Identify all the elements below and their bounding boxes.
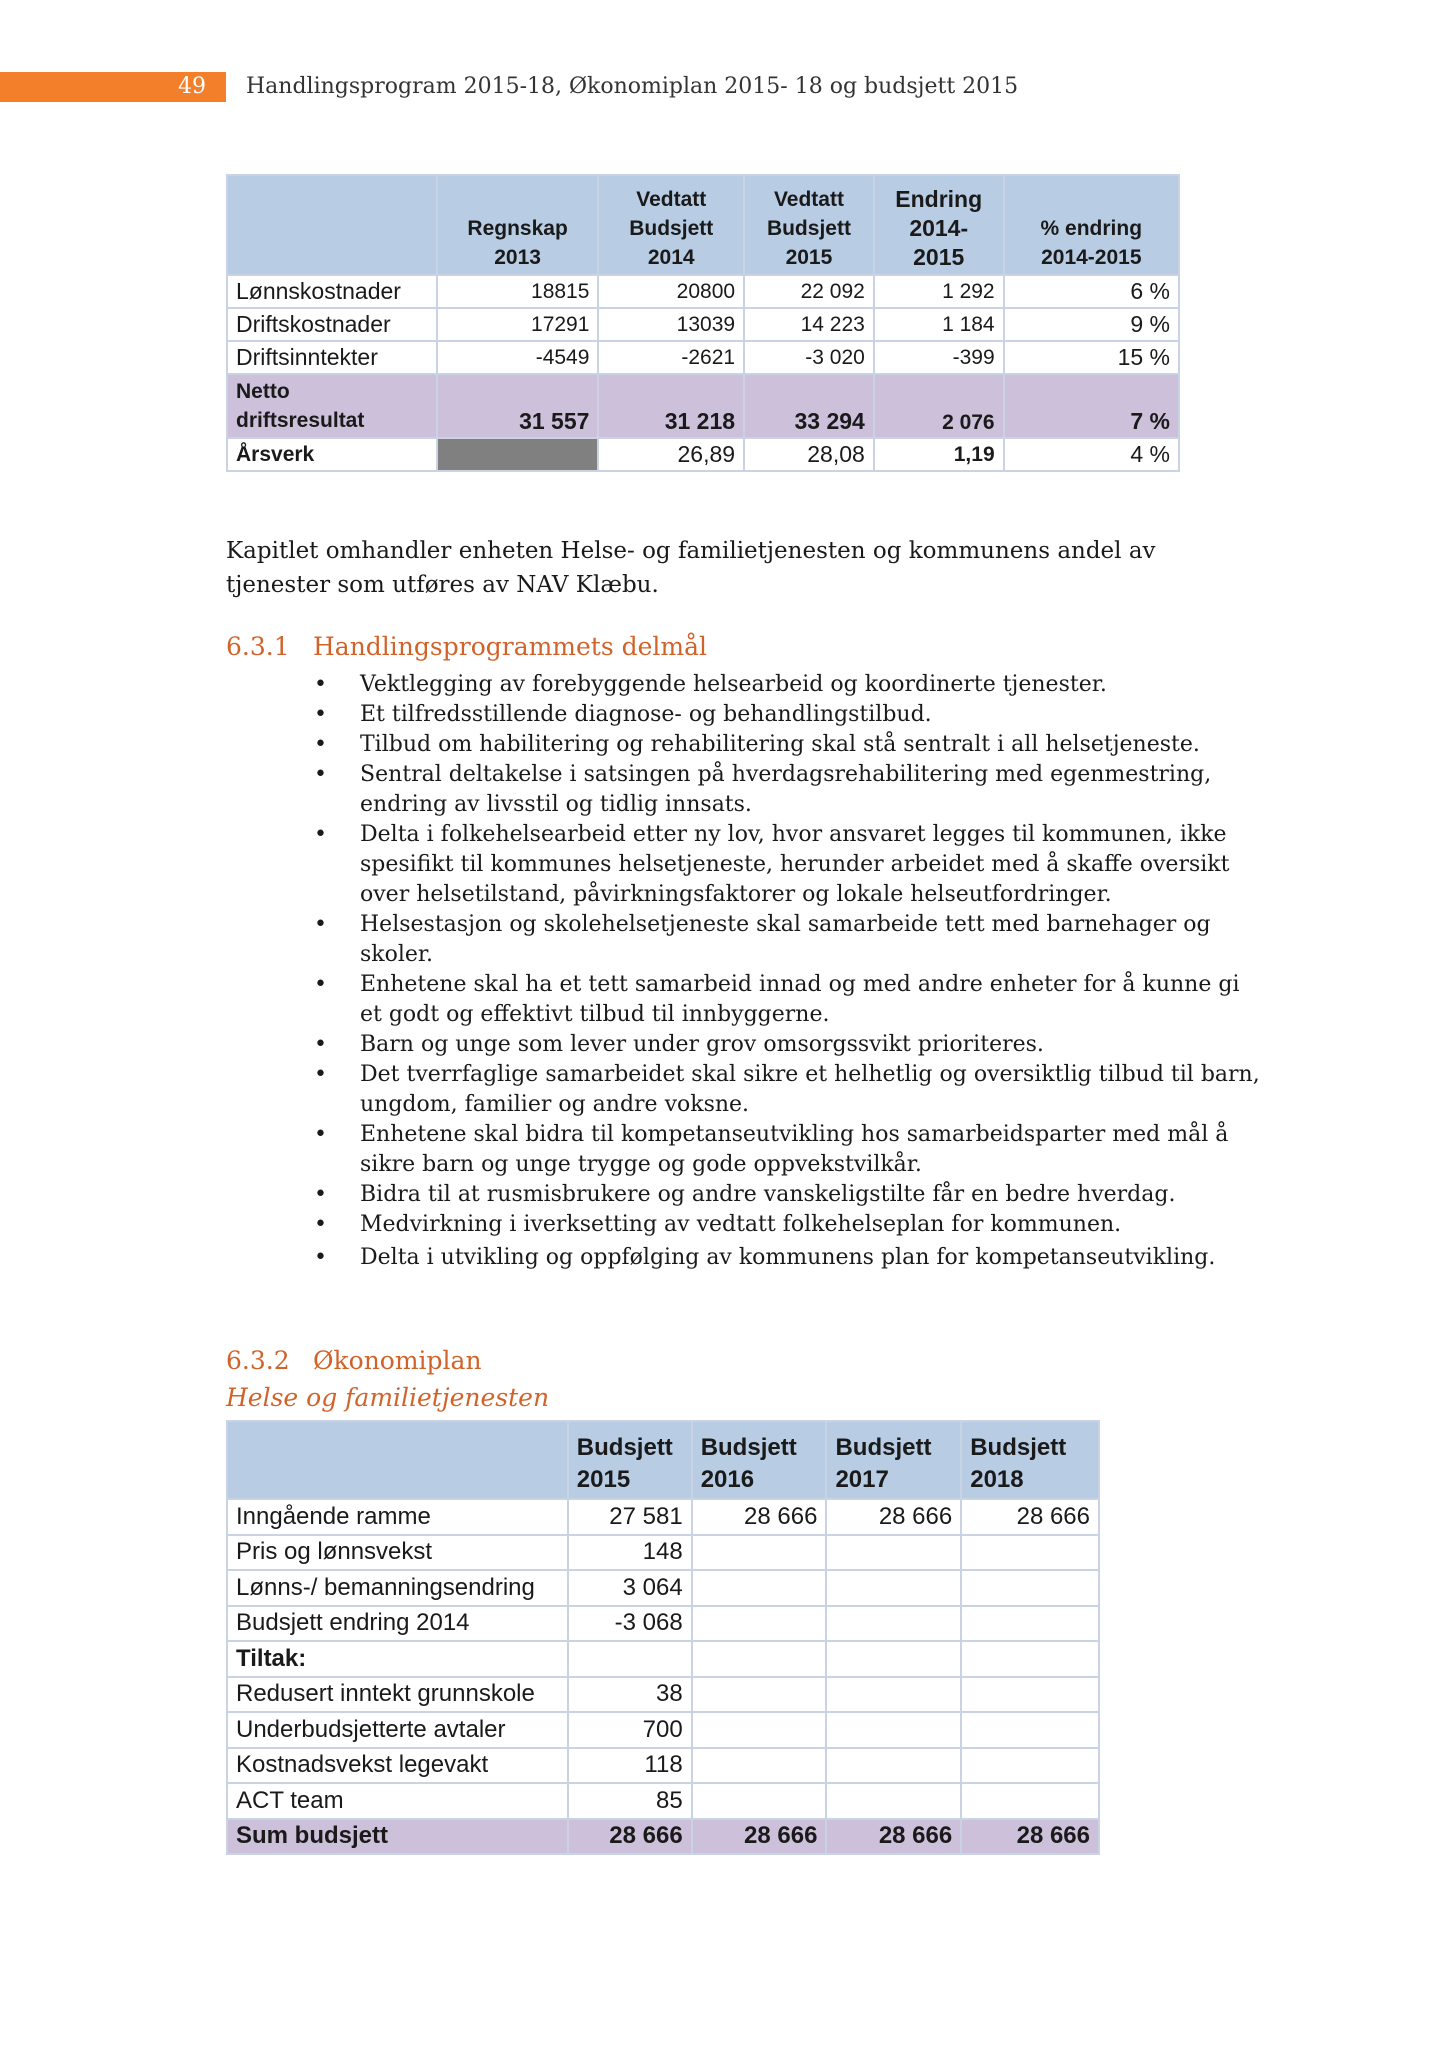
list-item: • Enhetene skal ha et tett samarbeid innad og med andre enheter for å kunne gi et godt og effektivt tilbud til innbyggerne. (226, 970, 1266, 1030)
list-item: • Vektlegging av forebyggende helsearbeid og koordinerte tjenester. (226, 670, 1266, 700)
shaded-empty-cell (437, 438, 599, 471)
cell: 28 666 (568, 1819, 692, 1855)
table-row (227, 1748, 1099, 1784)
page-number: 49 (0, 72, 226, 102)
cell: 28 666 (961, 1499, 1099, 1535)
header-budsjett-2016: Budsjett 2016 (692, 1421, 827, 1499)
cell: -3 068 (568, 1606, 692, 1642)
cell: 18815 (437, 275, 599, 308)
cell (692, 1748, 827, 1784)
row-label: Sum budsjett (227, 1819, 568, 1855)
cell: 1 184 (874, 308, 1004, 341)
header-endring: Endring 2014- 2015 (874, 175, 1004, 275)
header-budsjett-2015: Budsjett 2015 (568, 1421, 692, 1499)
list-item: • Bidra til at rusmisbrukere og andre vanskeligstilte får en bedre hverdag. (226, 1180, 1266, 1210)
cell: 22 092 (744, 275, 874, 308)
cell: 27 581 (568, 1499, 692, 1535)
cell (826, 1570, 961, 1606)
cell (692, 1677, 827, 1713)
cell (692, 1783, 827, 1819)
cell: 28 666 (961, 1819, 1099, 1855)
table-row (227, 1535, 1099, 1571)
row-label: ACT team (227, 1783, 568, 1819)
cell: 7 % (1004, 374, 1179, 438)
row-label: Budsjett endring 2014 (227, 1606, 568, 1642)
header-cell-empty (227, 175, 437, 275)
cell: 28 666 (692, 1499, 827, 1535)
cell: 15 % (1004, 341, 1179, 374)
table-row (227, 1570, 1099, 1606)
table-header-row (227, 175, 1179, 275)
cell (961, 1570, 1099, 1606)
row-label: Lønns-/ bemanningsendring (227, 1570, 568, 1606)
cell (961, 1535, 1099, 1571)
cell (826, 1677, 961, 1713)
cell: 31 218 (598, 374, 744, 438)
table-row (227, 1606, 1099, 1642)
cell (961, 1712, 1099, 1748)
table-row (227, 1783, 1099, 1819)
cell: -3 020 (744, 341, 874, 374)
cell: -4549 (437, 341, 599, 374)
header-title: Handlingsprogram 2015-18, Økonomiplan 2015- 18 og budsjett 2015 (246, 74, 1019, 99)
list-item: • Helsestasjon og skolehelsetjeneste skal samarbeide tett med barnehager og skoler. (226, 910, 1266, 970)
section-heading-632: 6.3.2 Økonomiplan (226, 1346, 482, 1375)
cell (692, 1535, 827, 1571)
table-row (227, 1677, 1099, 1713)
list-item: • Delta i folkehelsearbeid etter ny lov, hvor ansvaret legges til kommunen, ikke spesifikt til kommunes helsetjeneste, herunder arbeidet med å skaffe oversikt over helsetilstand, påvirkningsfaktorer og lokale helseutfordringer. (226, 820, 1266, 910)
cell: -2621 (598, 341, 744, 374)
header-budsjett-2018: Budsjett 2018 (961, 1421, 1099, 1499)
header-budsjett-2017: Budsjett 2017 (826, 1421, 961, 1499)
cell: 28 666 (826, 1819, 961, 1855)
cell: 38 (568, 1677, 692, 1713)
row-label: Lønnskostnader (227, 275, 437, 308)
section-heading-631: 6.3.1 Handlingsprogrammets delmål (226, 632, 708, 661)
list-item: • Barn og unge som lever under grov omsorgssvikt prioriteres. (226, 1030, 1266, 1060)
header-regnskap-2013: Regnskap 2013 (437, 175, 599, 275)
sum-budsjett-row (227, 1819, 1099, 1855)
list-item: • Sentral deltakelse i satsingen på hverdagsrehabilitering med egenmestring, endring av livsstil og tidlig innsats. (226, 760, 1266, 820)
cell (692, 1712, 827, 1748)
cell (826, 1535, 961, 1571)
cell (692, 1606, 827, 1642)
list-item: • Et tilfredsstillende diagnose- og behandlingstilbud. (226, 700, 1266, 730)
cell: 4 % (1004, 438, 1179, 471)
cell: 1 292 (874, 275, 1004, 308)
cell (961, 1748, 1099, 1784)
row-label: Underbudsjetterte avtaler (227, 1712, 568, 1748)
row-label: Redusert inntekt grunnskole (227, 1677, 568, 1713)
cell (692, 1570, 827, 1606)
cell: 31 557 (437, 374, 599, 438)
cell: 33 294 (744, 374, 874, 438)
aarsverk-row (227, 438, 1179, 471)
cell (826, 1748, 961, 1784)
unit-budget-summary-table (226, 174, 1180, 472)
cell: 9 % (1004, 308, 1179, 341)
cell: 6 % (1004, 275, 1179, 308)
section-subtitle: Helse og familietjenesten (226, 1383, 550, 1412)
row-label: Driftsinntekter (227, 341, 437, 374)
cell: 2 076 (874, 374, 1004, 438)
cell (961, 1606, 1099, 1642)
cell: 14 223 (744, 308, 874, 341)
cell: 3 064 (568, 1570, 692, 1606)
header-pct-endring: % endring 2014-2015 (1004, 175, 1179, 275)
cell: 1,19 (874, 438, 1004, 471)
cell (826, 1783, 961, 1819)
list-item: • Det tverrfaglige samarbeidet skal sikre et helhetlig og oversiktlig tilbud til barn, ungdom, familier og andre voksne. (226, 1060, 1266, 1120)
table-row (227, 275, 1179, 308)
cell (826, 1641, 961, 1677)
cell (568, 1641, 692, 1677)
row-label: Tiltak: (227, 1641, 568, 1677)
cell: 700 (568, 1712, 692, 1748)
table-row (227, 308, 1179, 341)
header-vedtatt-2015: Vedtatt Budsjett 2015 (744, 175, 874, 275)
list-item: • Medvirkning i iverksetting av vedtatt folkehelseplan for kommunen. (226, 1210, 1266, 1240)
goals-list (226, 670, 1266, 1273)
cell (961, 1783, 1099, 1819)
cell: 118 (568, 1748, 692, 1784)
table-row (227, 1712, 1099, 1748)
netto-driftsresultat-row (227, 374, 1179, 438)
cell: 28 666 (692, 1819, 827, 1855)
cell: 13039 (598, 308, 744, 341)
list-item: • Enhetene skal bidra til kompetanseutvikling hos samarbeidsparter med mål å sikre barn og unge trygge og gode oppvekstvilkår. (226, 1120, 1266, 1180)
header-cell-empty (227, 1421, 568, 1499)
table-row (227, 1499, 1099, 1535)
row-label: Driftskostnader (227, 308, 437, 341)
row-label: Pris og lønnsvekst (227, 1535, 568, 1571)
cell: 28,08 (744, 438, 874, 471)
header-vedtatt-2014: Vedtatt Budsjett 2014 (598, 175, 744, 275)
row-label: Netto driftsresultat (227, 374, 437, 438)
intro-paragraph: Kapitlet omhandler enheten Helse- og familietjenesten og kommunens andel av tjenester som utføres av NAV Klæbu. (226, 538, 1156, 598)
list-item: • Delta i utvikling og oppfølging av kommunens plan for kompetanseutvikling. (226, 1243, 1266, 1273)
table-header-row (227, 1421, 1099, 1499)
cell: 85 (568, 1783, 692, 1819)
cell: -399 (874, 341, 1004, 374)
table-row (227, 1641, 1099, 1677)
list-item: • Tilbud om habilitering og rehabilitering skal stå sentralt i all helsetjeneste. (226, 730, 1266, 760)
cell (692, 1641, 827, 1677)
cell (826, 1606, 961, 1642)
cell: 28 666 (826, 1499, 961, 1535)
page-header (0, 72, 1448, 102)
cell (826, 1712, 961, 1748)
cell (961, 1641, 1099, 1677)
row-label: Inngående ramme (227, 1499, 568, 1535)
cell: 17291 (437, 308, 599, 341)
table-row (227, 341, 1179, 374)
cell: 26,89 (598, 438, 744, 471)
cell: 20800 (598, 275, 744, 308)
cell (961, 1677, 1099, 1713)
economic-plan-table (226, 1420, 1100, 1855)
row-label: Årsverk (227, 438, 437, 471)
cell: 148 (568, 1535, 692, 1571)
row-label: Kostnadsvekst legevakt (227, 1748, 568, 1784)
